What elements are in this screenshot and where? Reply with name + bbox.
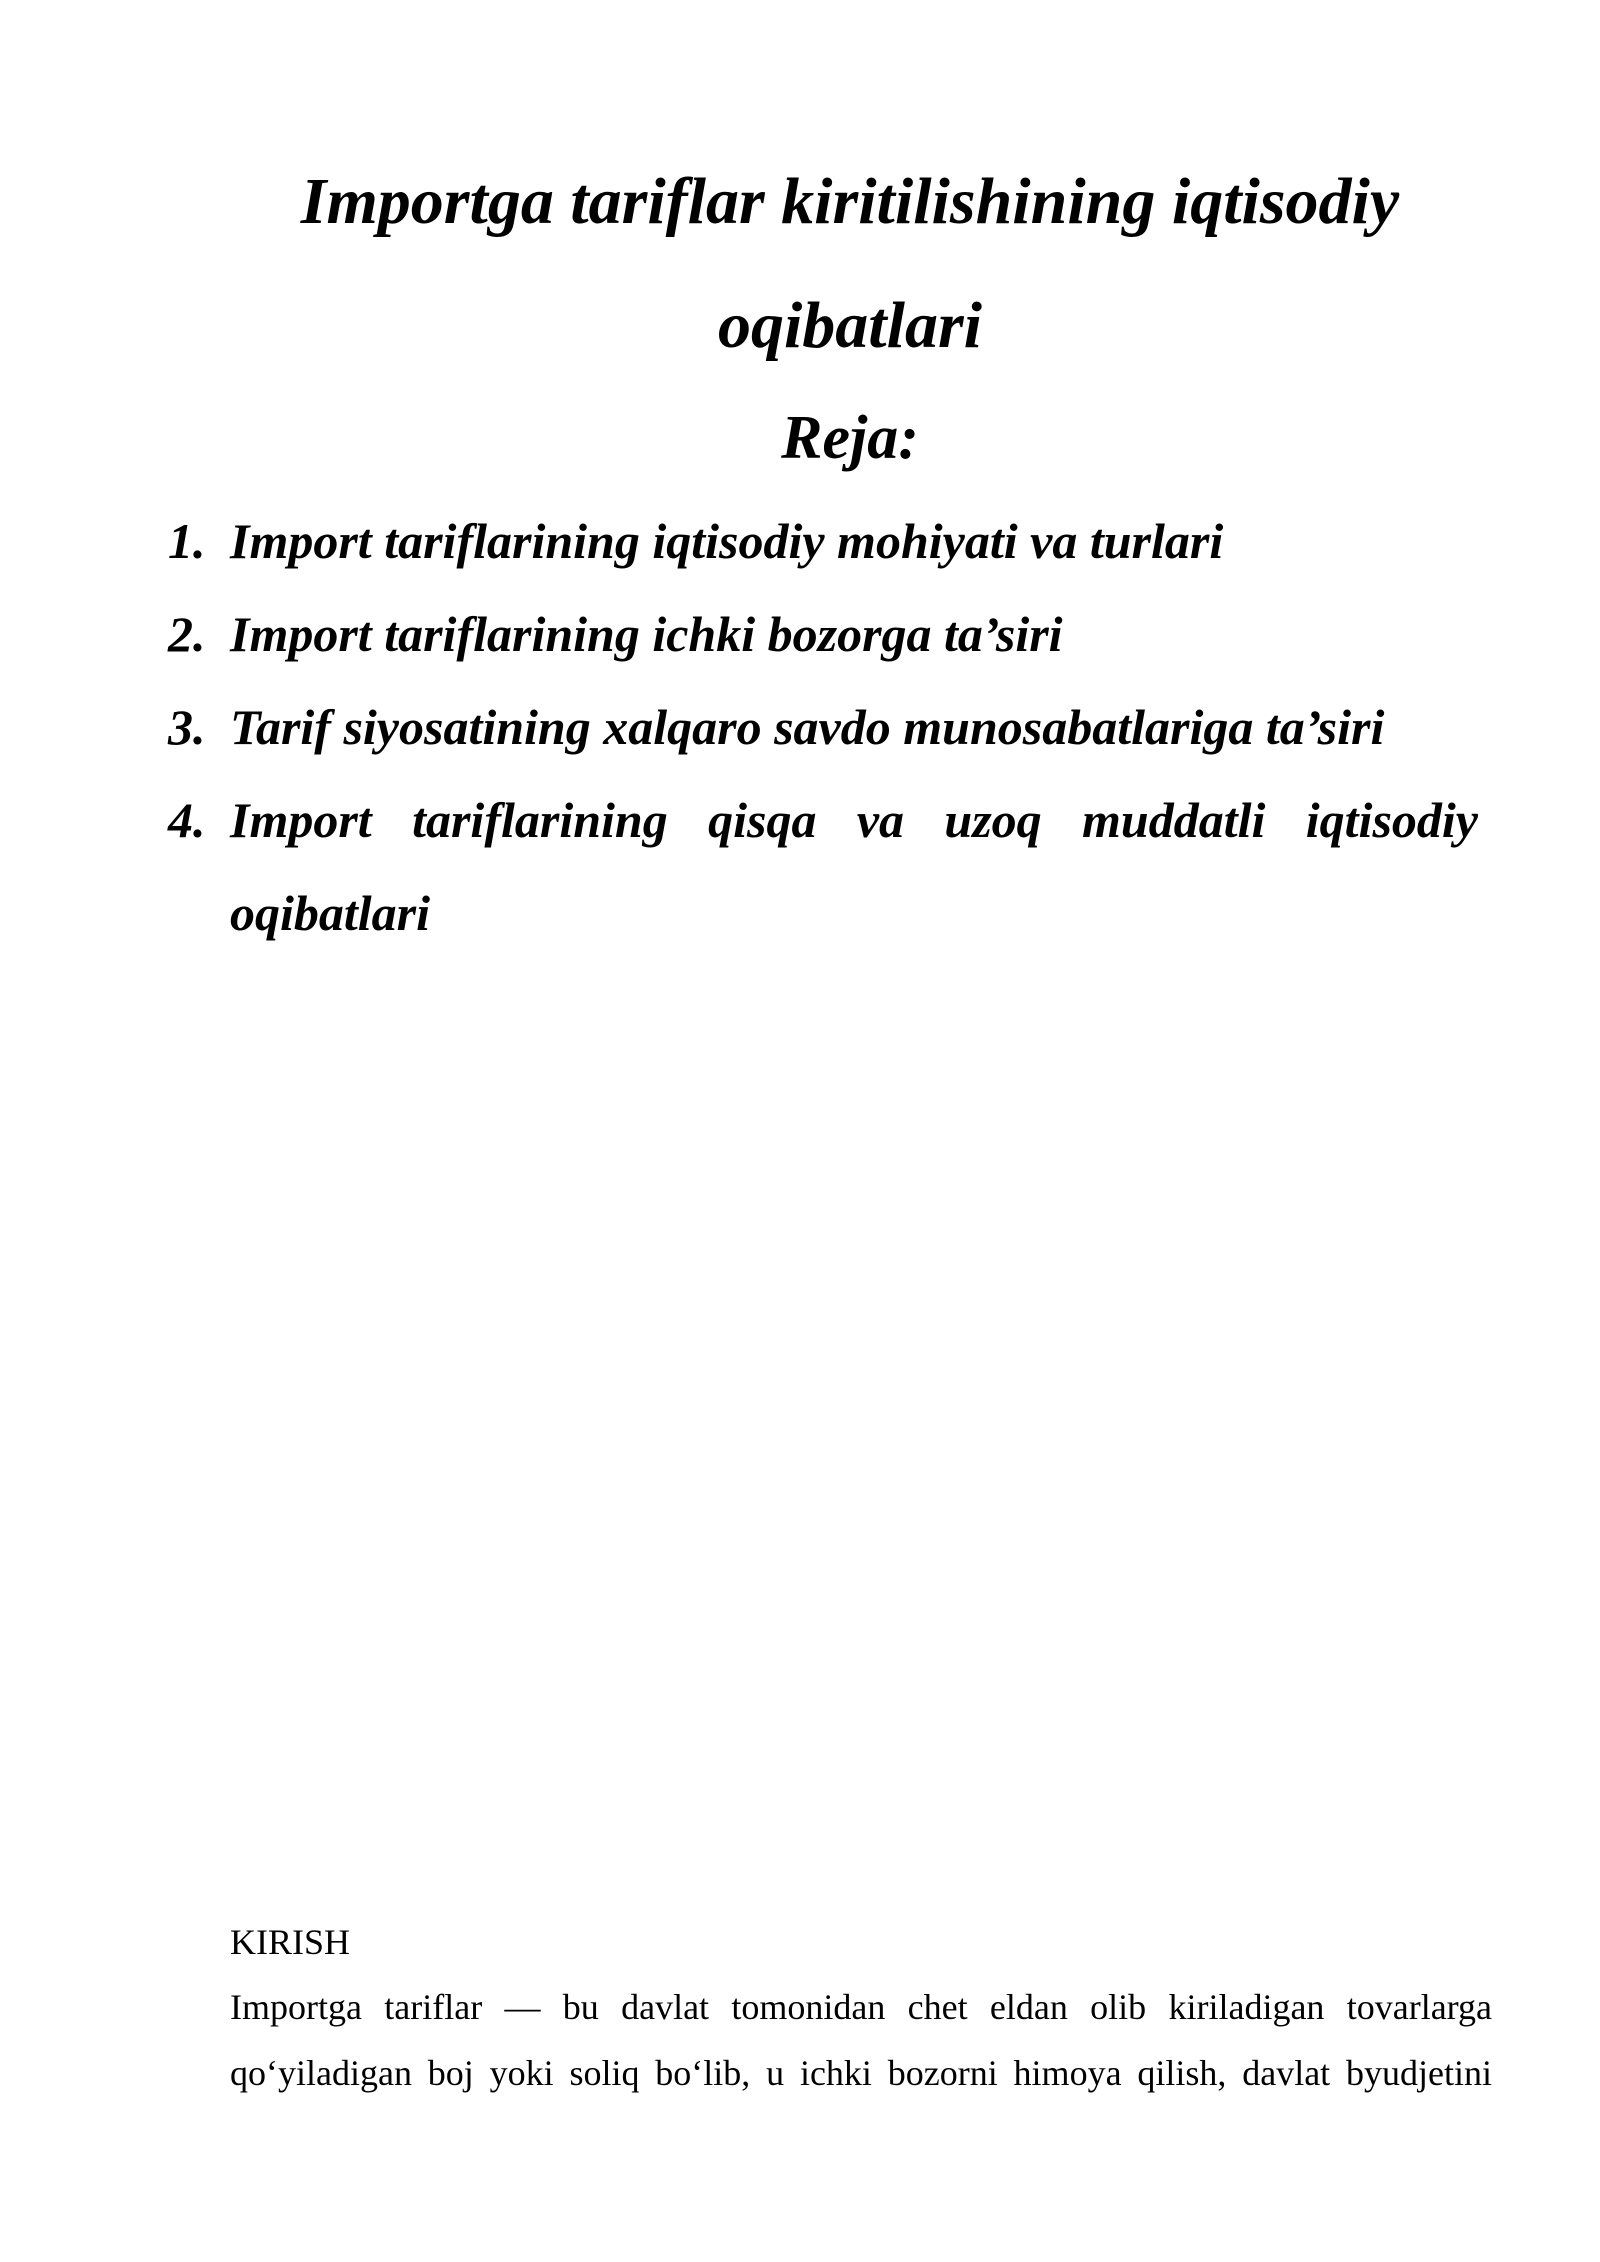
plan-heading: Reja: bbox=[781, 404, 919, 472]
introduction-section bbox=[230, 1910, 1492, 2106]
plan-item-number: 3. bbox=[168, 699, 206, 755]
plan-item-number: 2. bbox=[168, 606, 206, 662]
introduction-paragraph: Importga tariflar — bu davlat tomonidan chet eldan olib kiriladigan tovarlarga qo‘yiladigan boj yoki soliq bo‘lib, u ichki bozorni himoya qilish, davlat byudjetini bbox=[230, 1987, 1492, 2093]
introduction-heading: KIRISH bbox=[230, 1922, 351, 1962]
plan-item bbox=[168, 588, 1478, 681]
plan-item-text: Import tariflarining ichki bozorga ta’siri bbox=[230, 606, 1063, 662]
title-block bbox=[230, 140, 1470, 388]
plan-list bbox=[168, 495, 1478, 960]
document-title: Importga tariflar kiritilishining iqtisodiy oqibatlari bbox=[300, 165, 1400, 362]
plan-item-text: Import tariflarining iqtisodiy mohiyati va turlari bbox=[230, 513, 1224, 569]
plan-item bbox=[168, 495, 1478, 588]
plan-item-text: Import tariflarining qisqa va uzoq muddatli iqtisodiy oqibatlari bbox=[230, 792, 1478, 941]
plan-item-number: 1. bbox=[168, 513, 206, 569]
plan-item bbox=[168, 681, 1478, 774]
plan-item-text: Tarif siyosatining xalqaro savdo munosabatlariga ta’siri bbox=[230, 699, 1385, 755]
plan-item-number: 4. bbox=[168, 792, 206, 848]
plan-item bbox=[168, 774, 1478, 960]
